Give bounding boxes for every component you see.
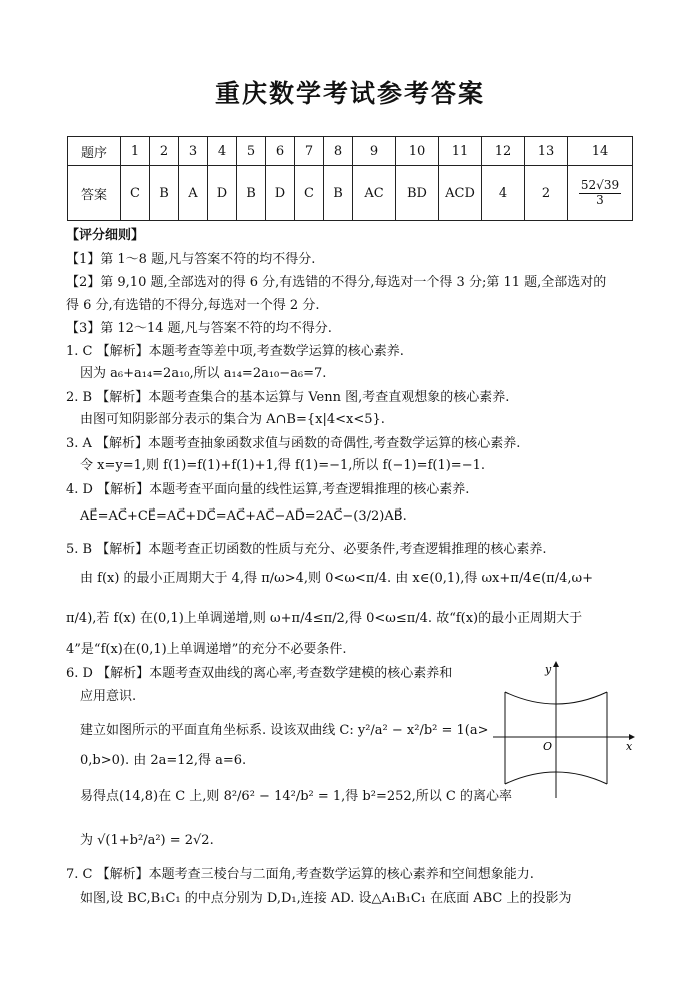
answer-cell: B	[324, 166, 353, 221]
answer-cell: BD	[396, 166, 439, 221]
answer-cell	[568, 166, 633, 221]
q5-body: π/4),若 f(x) 在(0,1)上单调递增,则 ω+π/4≤π/2,得 0<ω≤π/4. 故“f(x)的最小正周期大于	[66, 611, 583, 626]
num-cell: 10	[396, 137, 439, 166]
origin-label: O	[543, 740, 553, 753]
fraction	[579, 179, 621, 206]
q6-body: 易得点(14,8)在 C 上,则 8²/6² − 14²/b² = 1,得 b²=252,所以 C 的离心率	[80, 789, 513, 804]
q1-head: 1. C 【解析】本题考查等差中项,考查数学运算的核心素养.	[66, 344, 404, 359]
num-cell: 7	[295, 137, 324, 166]
table-row	[68, 137, 633, 166]
q7-head: 7. C 【解析】本题考查三棱台与二面角,考查数学运算的核心素养和空间想象能力.	[66, 867, 534, 882]
num-cell: 13	[525, 137, 568, 166]
table-row	[68, 166, 633, 221]
answer-cell: B	[237, 166, 266, 221]
q4-body: AE⃗=AC⃗+CE⃗=AC⃗+DC⃗=AC⃗+AC⃗−AD⃗=2AC⃗−(3/2)AB⃗.	[80, 509, 407, 524]
num-cell: 9	[353, 137, 396, 166]
num-cell: 4	[208, 137, 237, 166]
answer-cell: B	[150, 166, 179, 221]
q3-head: 3. A 【解析】本题考查抽象函数求值与函数的奇偶性,考查数学运算的核心素养.	[66, 436, 521, 451]
answer-cell: AC	[353, 166, 396, 221]
num-cell: 6	[266, 137, 295, 166]
grading-rule: 【3】第 12～14 题,凡与答案不符的均不得分.	[66, 321, 332, 336]
fraction-denominator: 3	[596, 192, 604, 207]
answer-table	[67, 136, 633, 221]
num-cell: 8	[324, 137, 353, 166]
answer-cell: ACD	[439, 166, 482, 221]
q2-head: 2. B 【解析】本题考查集合的基本运算与 Venn 图,考查直观想象的核心素养.	[66, 390, 510, 405]
num-cell: 3	[179, 137, 208, 166]
q6-head: 6. D 【解析】本题考查双曲线的离心率,考查数学建模的核心素养和	[66, 666, 453, 681]
answer-cell: 4	[482, 166, 525, 221]
num-cell: 5	[237, 137, 266, 166]
q6-body: 为 √(1+b²/a²) = 2√2.	[80, 833, 214, 848]
q7-body: 如图,设 BC,B₁C₁ 的中点分别为 D,D₁,连接 AD. 设△A₁B₁C₁ 在底面 ABC 上的投影为	[80, 891, 572, 906]
num-cell: 11	[439, 137, 482, 166]
num-cell: 14	[568, 137, 633, 166]
num-cell: 1	[121, 137, 150, 166]
grading-rule: 【2】第 9,10 题,全部选对的得 6 分,有选错的不得分,每选对一个得 3 分;第 11 题,全部选对的	[66, 275, 607, 290]
answer-cell: A	[179, 166, 208, 221]
page-title: 重庆数学考试参考答案	[214, 79, 485, 108]
q5-head: 5. B 【解析】本题考查正切函数的性质与充分、必要条件,考查逻辑推理的核心素养.	[66, 542, 547, 557]
answer-cell: 2	[525, 166, 568, 221]
num-cell: 12	[482, 137, 525, 166]
num-cell: 2	[150, 137, 179, 166]
grading-heading: 【评分细则】	[66, 228, 145, 243]
fraction-numerator: 52√39	[580, 178, 620, 193]
answer-cell: C	[121, 166, 150, 221]
q3-body: 令 x=y=1,则 f(1)=f(1)+f(1)+1,得 f(1)=−1,所以 f(−1)=f(1)=−1.	[80, 458, 485, 473]
x-axis-label: x	[626, 740, 633, 753]
answer-cell: D	[266, 166, 295, 221]
y-axis-arrow	[553, 661, 559, 667]
answer-cell: C	[295, 166, 324, 221]
q1-body: 因为 a₆+a₁₄=2a₁₀,所以 a₁₄=2a₁₀−a₆=7.	[80, 366, 327, 381]
q6-body: 0,b>0). 由 2a=12,得 a=6.	[80, 753, 247, 768]
q2-body: 由图可知阴影部分表示的集合为 A∩B={x|4<x<5}.	[80, 412, 385, 427]
header-label: 题序	[68, 137, 121, 166]
answer-label: 答案	[68, 166, 121, 221]
answer-cell: D	[208, 166, 237, 221]
grading-rule: 【1】第 1～8 题,凡与答案不符的均不得分.	[66, 252, 316, 267]
q5-body: 4”是“f(x)在(0,1)上单调递增”的充分不必要条件.	[66, 642, 347, 657]
hyperbola-figure	[493, 660, 635, 798]
q4-head: 4. D 【解析】本题考查平面向量的线性运算,考查逻辑推理的核心素养.	[66, 482, 470, 497]
y-axis-label: y	[545, 663, 552, 676]
q6-body: 建立如图所示的平面直角坐标系. 设该双曲线 C: y²/a² − x²/b² = 1(a>	[80, 723, 489, 738]
q6-head: 应用意识.	[80, 689, 137, 704]
grading-rule: 得 6 分,有选错的不得分,每选对一个得 2 分.	[66, 298, 320, 313]
q5-body: 由 f(x) 的最小正周期大于 4,得 π/ω>4,则 0<ω<π/4. 由 x∈(0,1),得 ωx+π/4∈(π/4,ω+	[80, 571, 593, 586]
